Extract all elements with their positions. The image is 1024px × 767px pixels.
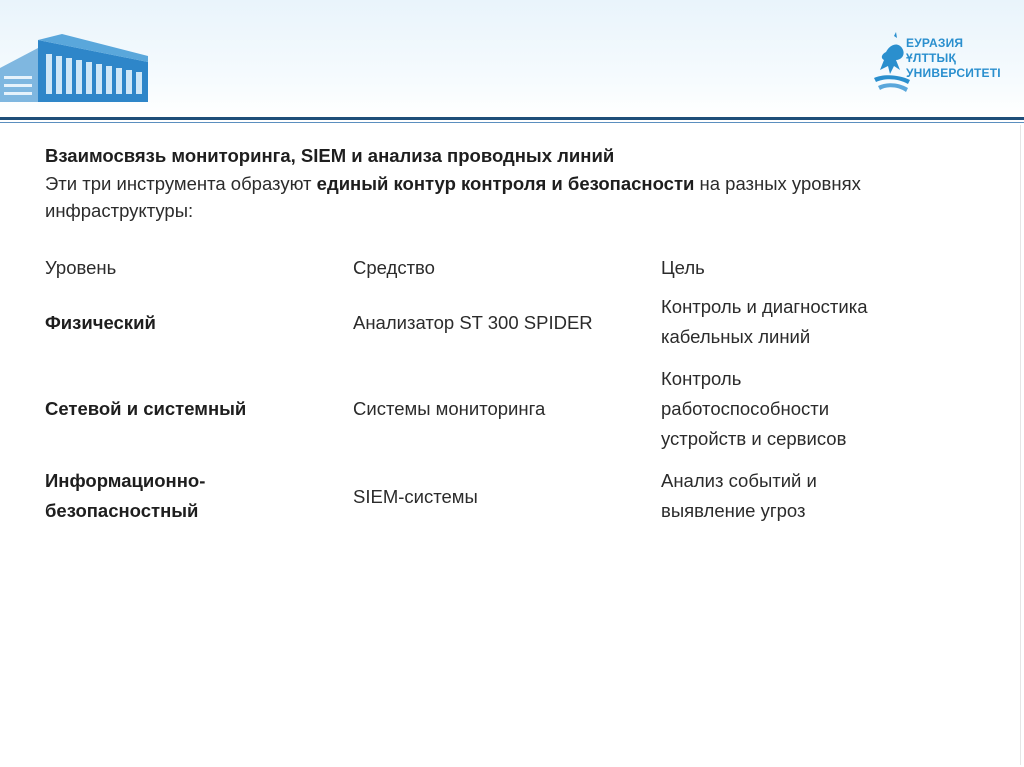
row-tool: Анализатор ST 300 SPIDER bbox=[353, 312, 593, 333]
intro-prefix: Эти три инструмента образуют bbox=[45, 173, 317, 194]
column-header-goal: Цель bbox=[661, 257, 705, 278]
intro-paragraph bbox=[45, 170, 985, 224]
logo-line-3: УНИВЕРСИТЕТІ bbox=[906, 66, 1001, 80]
row-goal: Контроль и диагностика кабельных линий bbox=[661, 296, 868, 347]
intro-suffix: на разных уровнях инфраструктуры: bbox=[45, 173, 861, 221]
slide-header bbox=[0, 0, 1024, 117]
right-edge-rule bbox=[1020, 125, 1021, 765]
table-row bbox=[45, 364, 975, 456]
intro-emphasis: единый контур контроля и безопасности bbox=[316, 173, 695, 194]
row-tool: SIEM-системы bbox=[353, 486, 478, 507]
row-level: Сетевой и системный bbox=[45, 398, 247, 419]
column-header-level: Уровень bbox=[45, 257, 117, 278]
table-header-row bbox=[45, 253, 975, 283]
row-goal: Контроль работоспособности устройств и сервисов bbox=[661, 368, 847, 449]
column-header-tool: Средство bbox=[353, 257, 435, 278]
slide-title: Взаимосвязь мониторинга, SIEM и анализа проводных линий bbox=[45, 145, 615, 166]
university-building-icon bbox=[0, 28, 150, 102]
slide-content bbox=[45, 143, 985, 224]
row-goal: Анализ событий и выявление угроз bbox=[661, 470, 817, 521]
header-divider-thin bbox=[0, 122, 1024, 123]
table-row bbox=[45, 292, 975, 354]
university-logo bbox=[872, 30, 1012, 94]
logo-text bbox=[906, 36, 1001, 81]
row-tool: Системы мониторинга bbox=[353, 398, 546, 419]
row-level: Физический bbox=[45, 312, 156, 333]
row-level: Информационно-безопасностный bbox=[45, 470, 206, 521]
header-divider bbox=[0, 117, 1024, 120]
logo-line-1: ЕУРАЗИЯ bbox=[906, 36, 964, 50]
table-row bbox=[45, 466, 975, 528]
logo-line-2: ҰЛТТЫҚ bbox=[906, 51, 957, 65]
